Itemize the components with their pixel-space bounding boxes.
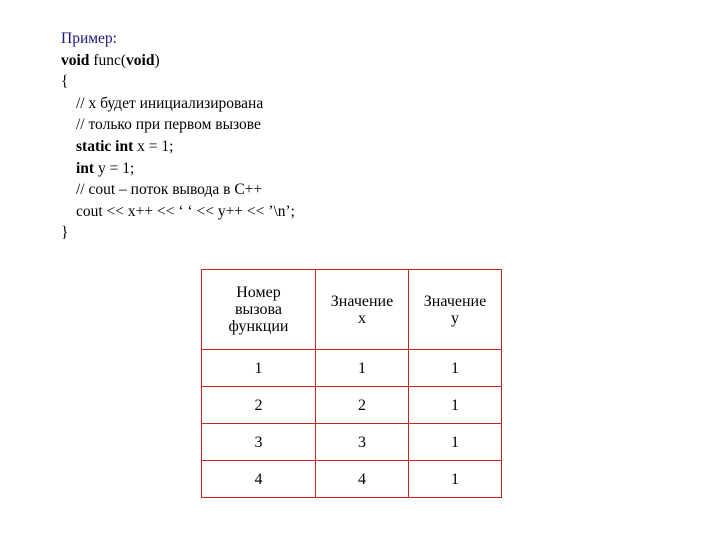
- int-assignment: y = 1;: [97, 159, 135, 177]
- keyword-void: void: [61, 51, 90, 69]
- header-y-value: [409, 270, 502, 350]
- int-declaration: [61, 158, 295, 180]
- table-row: [202, 350, 502, 387]
- keyword-int: int: [76, 159, 95, 177]
- code-example: [61, 28, 295, 244]
- function-signature: void func(void): [61, 51, 160, 69]
- table-row: [202, 424, 502, 461]
- header-text: y: [450, 309, 459, 327]
- cell-y: 1: [409, 424, 502, 461]
- keyword-static-int: static int: [76, 137, 134, 155]
- cell-call-number: 4: [202, 461, 316, 498]
- table-row: [202, 387, 502, 424]
- example-heading: Пример:: [61, 30, 117, 47]
- close-brace: }: [61, 224, 69, 242]
- function-name: func: [93, 51, 121, 69]
- keyword-void-param: void: [126, 51, 155, 69]
- header-text: вызова: [235, 301, 282, 318]
- code-comment-1: // x будет инициализирована: [76, 94, 264, 112]
- table-row: [202, 461, 502, 498]
- results-table: [201, 269, 502, 498]
- header-text: Значение: [423, 292, 487, 310]
- header-text: x: [357, 309, 366, 327]
- cell-x: 2: [316, 387, 409, 424]
- cell-x: 4: [316, 461, 409, 498]
- cell-call-number: 1: [202, 350, 316, 387]
- static-declaration: [61, 136, 295, 158]
- cell-y: 1: [409, 387, 502, 424]
- cout-statement: cout << x++ << ‘ ‘ << y++ << ’\n’;: [76, 202, 295, 220]
- cell-x: 1: [316, 350, 409, 387]
- header-text: Номер: [236, 284, 281, 301]
- cell-call-number: 3: [202, 424, 316, 461]
- header-text: Значение: [330, 292, 394, 310]
- open-brace: {: [61, 73, 69, 91]
- cell-call-number: 2: [202, 387, 316, 424]
- code-comment-3: // cout – поток вывода в C++: [76, 181, 263, 199]
- header-x-value: [316, 270, 409, 350]
- cell-x: 3: [316, 424, 409, 461]
- static-assignment: x = 1;: [137, 137, 174, 155]
- code-comment-2: // только при первом вызове: [76, 116, 261, 134]
- cell-y: 1: [409, 350, 502, 387]
- cell-y: 1: [409, 461, 502, 498]
- header-text: функции: [228, 318, 289, 335]
- table-header-row: [202, 270, 502, 350]
- header-call-number: [202, 270, 316, 350]
